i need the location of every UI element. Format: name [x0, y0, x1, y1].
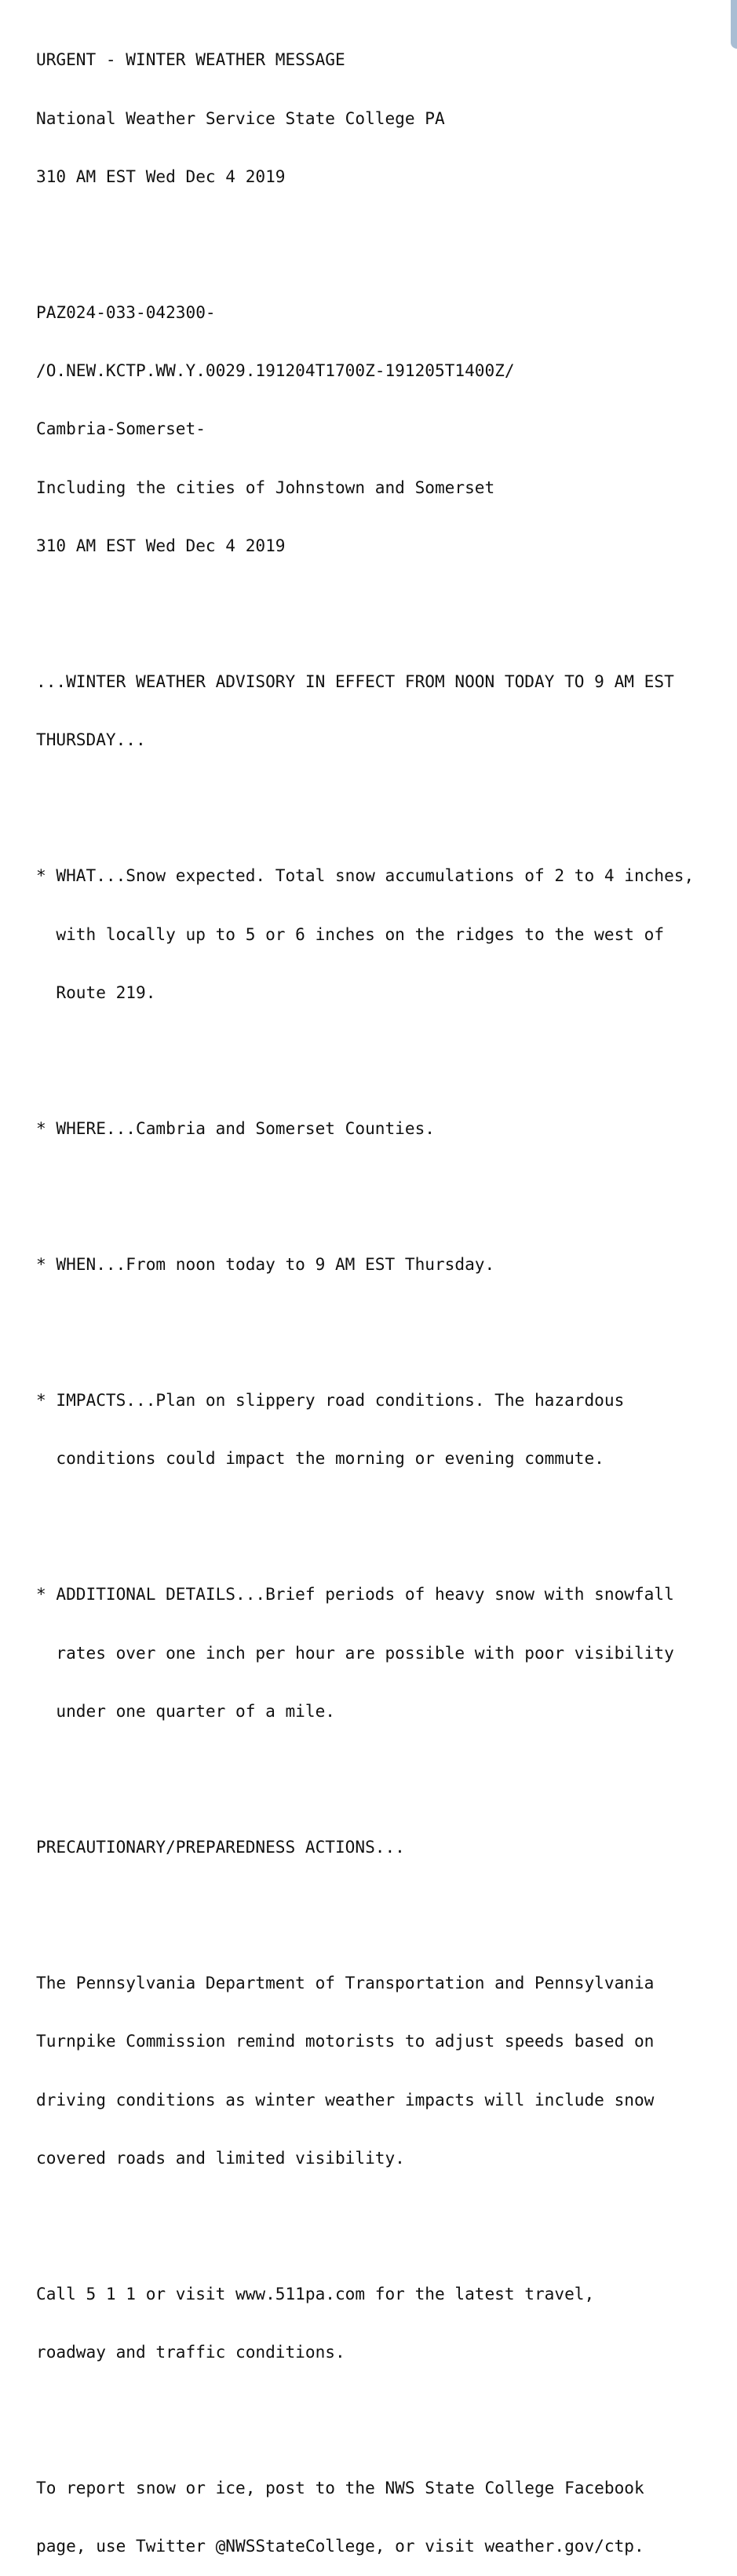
what-bullet-line: * WHAT...Snow expected. Total snow accumulations of 2 to 4 inches, — [36, 865, 695, 886]
penndot-paragraph-line: covered roads and limited visibility. — [36, 2147, 405, 2168]
where-bullet-line: * WHERE...Cambria and Somerset Counties. — [36, 1118, 435, 1138]
call-511-line: roadway and traffic conditions. — [36, 2342, 345, 2362]
headline-line: THURSDAY... — [36, 730, 146, 750]
headline-line: ...WINTER WEATHER ADVISORY IN EFFECT FROM NOON TODAY TO 9 AM EST — [36, 671, 674, 691]
penndot-paragraph-line: driving conditions as winter weather impacts will include snow — [36, 2089, 655, 2109]
when-bullet-line: * WHEN...From noon today to 9 AM EST Thursday. — [36, 1254, 495, 1274]
spacer — [36, 1041, 694, 1061]
spacer — [36, 1508, 694, 1528]
weather-message-document — [36, 12, 694, 2576]
spacer — [36, 2401, 694, 2420]
included-cities: Including the cities of Johnstown and Somerset — [36, 477, 495, 497]
impacts-bullet-line: * IMPACTS...Plan on slippery road conditions. The hazardous — [36, 1390, 625, 1411]
spacer — [36, 1313, 694, 1333]
additional-details-line: under one quarter of a mile. — [36, 1700, 335, 1721]
actions-heading: PRECAUTIONARY/PREPAREDNESS ACTIONS... — [36, 1837, 405, 1857]
spacer — [36, 1896, 694, 1916]
ugc-code: PAZ024-033-042300- — [36, 302, 216, 323]
spacer — [36, 2207, 694, 2227]
report-line: page, use Twitter @NWSStateCollege, or visit weather.gov/ctp. — [36, 2536, 644, 2556]
penndot-paragraph-line: Turnpike Commission remind motorists to adjust speeds based on — [36, 2031, 655, 2051]
spacer — [36, 1177, 694, 1197]
zone-names: Cambria-Somerset- — [36, 419, 206, 439]
issue-time: 310 AM EST Wed Dec 4 2019 — [36, 166, 286, 186]
call-511-line: Call 5 1 1 or visit www.511pa.com for the latest travel, — [36, 2283, 595, 2303]
spacer — [36, 595, 694, 614]
vtec-code: /O.NEW.KCTP.WW.Y.0029.191204T1700Z-191205T1400Z/ — [36, 360, 515, 381]
penndot-paragraph-line: The Pennsylvania Department of Transportation and Pennsylvania — [36, 1973, 655, 1993]
issuing-office: National Weather Service State College PA — [36, 108, 445, 128]
report-line: To report snow or ice, post to the NWS State College Facebook — [36, 2478, 644, 2498]
zone-issue-time: 310 AM EST Wed Dec 4 2019 — [36, 535, 286, 555]
impacts-bullet-line: conditions could impact the morning or evening commute. — [36, 1448, 604, 1469]
what-bullet-line: Route 219. — [36, 982, 156, 1002]
scrollbar-thumb[interactable] — [731, 0, 737, 49]
additional-details-line: * ADDITIONAL DETAILS...Brief periods of heavy snow with snowfall — [36, 1584, 674, 1605]
message-title: URGENT - WINTER WEATHER MESSAGE — [36, 49, 345, 70]
additional-details-line: rates over one inch per hour are possible with poor visibility — [36, 1642, 674, 1663]
what-bullet-line: with locally up to 5 or 6 inches on the ridges to the west of — [36, 924, 665, 944]
spacer — [36, 789, 694, 808]
spacer — [36, 1760, 694, 1780]
spacer — [36, 225, 694, 245]
